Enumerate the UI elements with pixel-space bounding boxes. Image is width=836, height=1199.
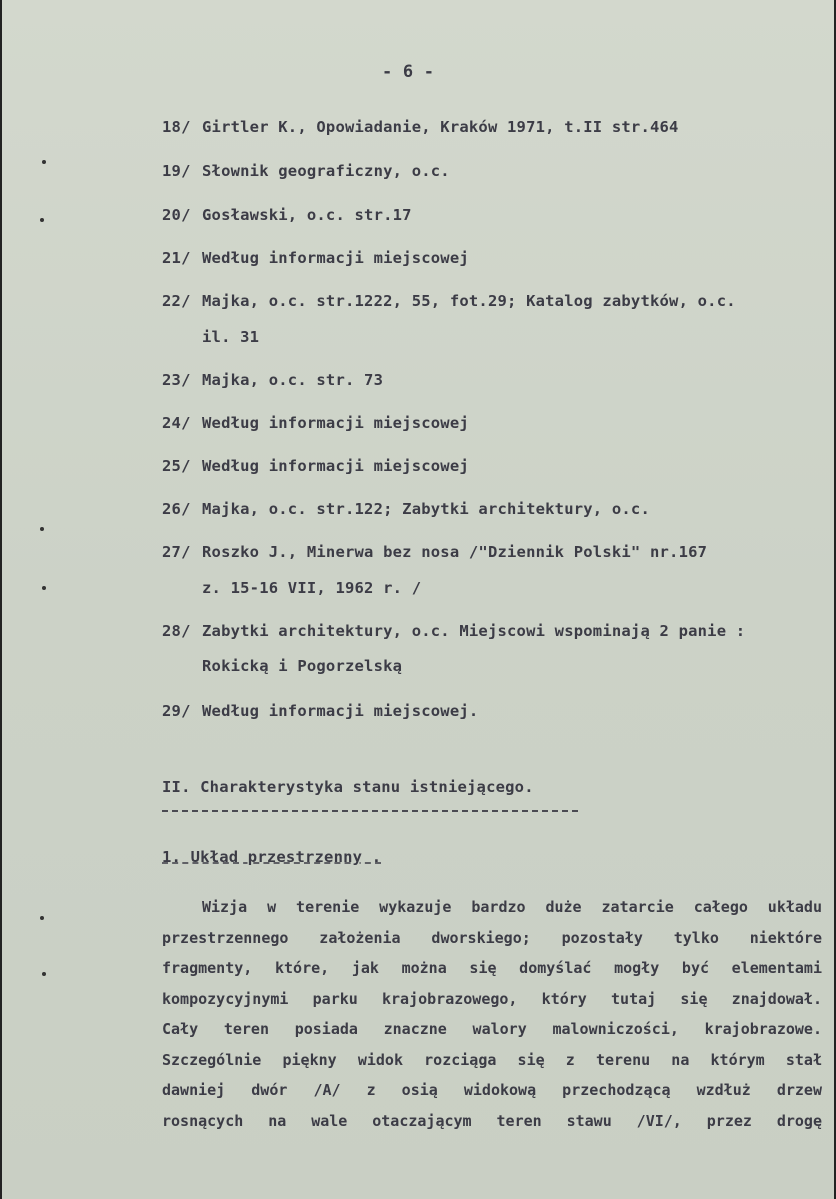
- scan-speck: [42, 972, 46, 976]
- footnote-number: 18/: [162, 118, 191, 136]
- footnote-text: Majka, o.c. str.1222, 55, fot.29; Katalog zabytków, o.c.: [202, 292, 736, 310]
- footnote-number: 24/: [162, 414, 191, 432]
- footnote-number: 19/: [162, 162, 191, 180]
- footnote-21: [162, 249, 469, 267]
- footnote-text: Roszko J., Minerwa bez nosa /"Dziennik Polski" nr.167: [202, 543, 708, 561]
- footnote-29: [162, 702, 478, 720]
- footnote-number: 28/: [162, 622, 191, 640]
- footnote-25: [162, 457, 469, 475]
- footnote-19: [162, 162, 450, 180]
- paragraph-line: fragmenty, które, jak można się domyślać mogły być elementami: [162, 959, 822, 977]
- paragraph-line: dawniej dwór /A/ z osią widokową przechodzącą wzdłuż drzew: [162, 1081, 822, 1099]
- footnote-text: Zabytki architektury, o.c. Miejscowi wspominają 2 panie :: [202, 622, 746, 640]
- footnote-text: Słownik geograficzny, o.c.: [202, 162, 450, 180]
- footnote-22: [162, 292, 736, 310]
- footnote-number: 22/: [162, 292, 191, 310]
- footnote-number: 21/: [162, 249, 191, 267]
- footnote-text: Według informacji miejscowej: [202, 457, 469, 475]
- footnote-18: [162, 118, 679, 136]
- scan-speck: [40, 218, 44, 222]
- scan-speck: [40, 527, 44, 531]
- footnote-24: [162, 414, 469, 432]
- scan-speck: [40, 916, 44, 920]
- footnote-26: [162, 500, 650, 518]
- footnote-number: 29/: [162, 702, 191, 720]
- paragraph-line: Cały teren posiada znaczne walory malowniczości, krajobrazowe.: [162, 1020, 822, 1038]
- footnote-number: 20/: [162, 206, 191, 224]
- footnote-number: 26/: [162, 500, 191, 518]
- footnote-27: [162, 543, 707, 561]
- footnote-20: [162, 206, 412, 224]
- footnote-text: Girtler K., Opowiadanie, Kraków 1971, t.II str.464: [202, 118, 679, 136]
- paragraph-line: Wizja w terenie wykazuje bardzo duże zatarcie całego układu: [202, 898, 822, 916]
- footnote-number: 27/: [162, 543, 191, 561]
- page-number: - 6 -: [382, 62, 435, 82]
- footnote-text: Majka, o.c. str. 73: [202, 371, 384, 389]
- scan-speck: [42, 160, 46, 164]
- footnote-number: 25/: [162, 457, 191, 475]
- footnote-28: [162, 622, 745, 640]
- footnote-text: Według informacji miejscowej: [202, 414, 469, 432]
- section-heading: II. Charakterystyka stanu istniejącego.: [162, 778, 534, 796]
- footnote-number: 23/: [162, 371, 191, 389]
- footnote-22-continuation: il. 31: [202, 328, 260, 346]
- paragraph-line: kompozycyjnymi parku krajobrazowego, który tutaj się znajdował.: [162, 989, 822, 1008]
- scan-speck: [42, 586, 46, 590]
- footnote-23: [162, 371, 383, 389]
- footnote-text: Według informacji miejscowej.: [202, 702, 479, 720]
- body-paragraph: [162, 892, 822, 1136]
- footnote-text: Według informacji miejscowej: [202, 249, 469, 267]
- footnote-text: Majka, o.c. str.122; Zabytki architektury, o.c.: [202, 500, 650, 518]
- paragraph-line: przestrzennego założenia dworskiego; pozostały tylko niektóre: [162, 928, 822, 947]
- footnote-text: Gosławski, o.c. str.17: [202, 206, 412, 224]
- subsection-heading: 1. Układ przestrzenny .: [162, 848, 382, 866]
- paragraph-line: rosnących na wale otaczającym teren stawu /VI/, przez drogę: [162, 1111, 822, 1130]
- paragraph-line: Szczególnie piękny widok rozciąga się z terenu na którym stał: [162, 1050, 822, 1069]
- footnote-27-continuation: z. 15-16 VII, 1962 r. /: [202, 579, 422, 597]
- section-heading-underline: [162, 810, 578, 812]
- footnote-28-continuation: Rokicką i Pogorzelską: [202, 657, 403, 675]
